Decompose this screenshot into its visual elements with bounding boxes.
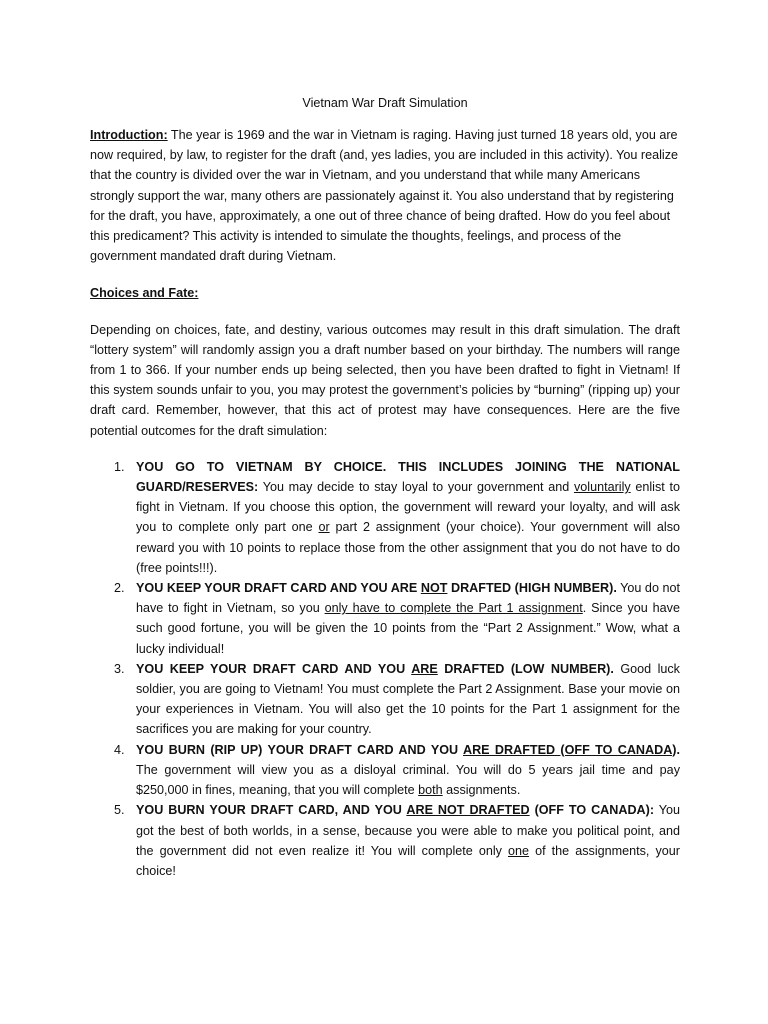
outcome-text: You may decide to stay loyal to your government and	[258, 480, 574, 495]
outcome-heading-part: YOU KEEP YOUR DRAFT CARD AND YOU ARE	[136, 581, 421, 596]
outcome-text: You do not have to fight in Vietnam, so you	[136, 581, 680, 616]
outcome-text: enlist to fight in Vietnam. If you choose this option, the government will reward your loyalty, and will ask you to complete only part one	[136, 480, 680, 535]
outcome-heading-underlined: ARE NOT DRAFTED	[406, 803, 530, 818]
outcome-heading-part: YOU BURN YOUR DRAFT CARD, AND YOU	[136, 803, 407, 818]
outcomes-list	[90, 457, 680, 881]
document-page	[90, 93, 680, 881]
outcome-heading-part: DRAFTED (LOW NUMBER).	[437, 661, 614, 676]
outcome-heading-part: YOU KEEP YOUR DRAFT CARD AND YOU	[136, 661, 412, 676]
choices-heading: Choices and Fate:	[90, 286, 199, 301]
outcome-heading	[136, 581, 617, 595]
outcome-heading-underlined: ARE DRAFTED (OFF TO CANADA)	[462, 742, 677, 757]
introduction-text: The year is 1969 and the war in Vietnam is raging. Having just turned 18 years old, you are now required, by law, to register for the draft (and, yes ladies, you are included in this activity). You realize that the country is divided over the war in Vietnam, and you understand that while many Americans strongly support the war, many others are passionately against it. You also understand that by registering for the draft, you have, approximately, a one out of three chance of being drafted. How do you feel about this predicament? This activity is intended to simulate the thoughts, feelings, and process of the government mandated draft during Vietnam.	[90, 128, 679, 264]
outcome-number: 4.	[114, 742, 125, 757]
outcome-heading-part: YOU BURN (RIP UP) YOUR DRAFT CARD AND YOU	[136, 742, 463, 757]
outcome-heading-part: .	[676, 742, 680, 757]
outcome-heading-underlined: ARE	[411, 661, 438, 676]
outcome-heading	[136, 803, 654, 817]
outcome-item-2	[90, 578, 680, 659]
outcome-underlined: both	[418, 783, 443, 798]
outcome-heading: YOU GO TO VIETNAM BY CHOICE. THIS INCLUDES JOINING THE NATIONAL GUARD/RESERVES:	[136, 459, 680, 495]
outcome-number: 1.	[114, 459, 125, 474]
choices-paragraph: Depending on choices, fate, and destiny, various outcomes may result in this draft simulation. The draft “lottery system” will randomly assign you a draft number based on your birthday. The numbers will range from 1 to 366. If your number ends up being selected, then you have been drafted to fight in Vietnam! If this system sounds unfair to you, you may protest the government’s policies by “burning” (ripping up) your draft card. Remember, however, that this act of protest may have consequences. Here are the five potential outcomes for the draft simulation:	[90, 322, 680, 438]
outcome-underlined: one	[508, 843, 530, 858]
outcome-underlined: voluntarily	[573, 480, 631, 495]
outcome-item-1	[90, 457, 680, 578]
outcome-number: 3.	[114, 661, 125, 676]
outcome-item-5	[90, 800, 680, 881]
outcome-underlined: or	[318, 520, 330, 535]
outcome-text: of the assignments, your choice!	[136, 843, 680, 878]
outcome-item-3	[90, 659, 680, 740]
outcome-text: Good luck soldier, you are going to Vietnam! You must complete the Part 2 Assignment. Base your movie on your experiences in Vietnam. You will also get the 10 points for the Part 1 assignment for the sacrifices you are making for your country.	[136, 661, 680, 737]
outcome-text: part 2 assignment (your choice). Your government will also reward you with 10 points to replace those from the other assignment that you do not have to do (free points!!!).	[136, 520, 680, 575]
introduction-paragraph	[90, 125, 680, 266]
outcome-heading-part: DRAFTED (HIGH NUMBER).	[447, 581, 617, 596]
outcome-number: 2.	[114, 581, 125, 596]
outcome-heading	[136, 662, 614, 676]
document-title: Vietnam War Draft Simulation	[302, 96, 468, 110]
outcome-heading-underlined: NOT	[420, 581, 448, 596]
outcome-underlined: only have to complete the Part 1 assignment	[324, 601, 583, 616]
outcome-heading	[136, 743, 680, 757]
outcome-text: You got the best of both worlds, in a sense, because you were able to make you political point, and the government did not even realize it! You will complete only	[136, 803, 681, 858]
outcome-heading-part: (OFF TO CANADA):	[529, 803, 655, 818]
outcome-item-4	[90, 740, 680, 801]
outcome-text: assignments.	[442, 783, 521, 798]
outcome-text: . Since you have such good fortune, you will be given the 10 points from the “Part 2 Assignment.” Wow, what a lucky individual!	[136, 601, 680, 656]
outcome-number: 5.	[114, 803, 125, 818]
outcome-text: The government will view you as a disloyal criminal. You will do 5 years jail time and pay $250,000 in fines, meaning, that you will complete	[136, 762, 680, 798]
introduction-label: Introduction:	[90, 128, 168, 142]
